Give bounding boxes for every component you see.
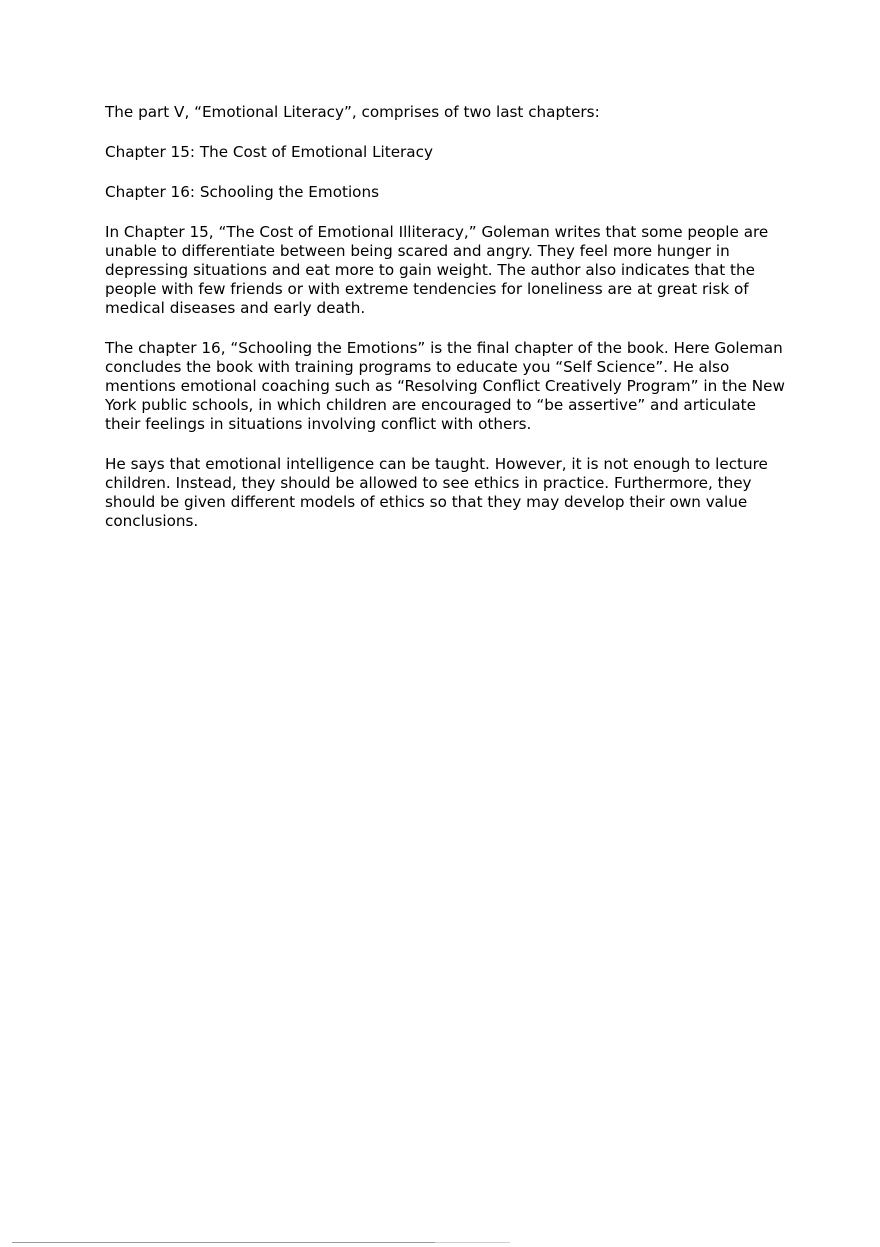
paragraph-chapter-15: In Chapter 15, “The Cost of Emotional Illiteracy,” Goleman writes that some people are unable to differentiate between being scared and angry. They feel more hunger in depressing situations and eat more to gain weight. The author also indicates that the people with few friends or with extreme tendencies for loneliness are at great risk of medical diseases and early death.	[105, 223, 769, 317]
paragraph-chapter-16: The chapter 16, “Schooling the Emotions” is the final chapter of the book. Here Goleman concludes the book with training programs to educate you “Self Science”. He also mentions emotional coaching such as “Resolving Conflict Creatively Program” in the New York public schools, in which children are encouraged to “be assertive” and articulate their feelings in situations involving conflict with others.	[105, 339, 785, 433]
intro-line: The part V, “Emotional Literacy”, comprises of two last chapters:	[105, 103, 600, 121]
paragraph-conclusion: He says that emotional intelligence can be taught. However, it is not enough to lecture children. Instead, they should be allowed to see ethics in practice. Furthermore, they should be given different models of ethics so that they may develop their own value conclusions.	[105, 455, 768, 530]
document-body	[105, 103, 795, 552]
footer-divider	[12, 1242, 435, 1243]
chapter-15-heading: Chapter 15: The Cost of Emotional Literacy	[105, 143, 433, 161]
chapter-16-heading: Chapter 16: Schooling the Emotions	[105, 183, 379, 201]
footer-divider-faint	[435, 1242, 510, 1243]
